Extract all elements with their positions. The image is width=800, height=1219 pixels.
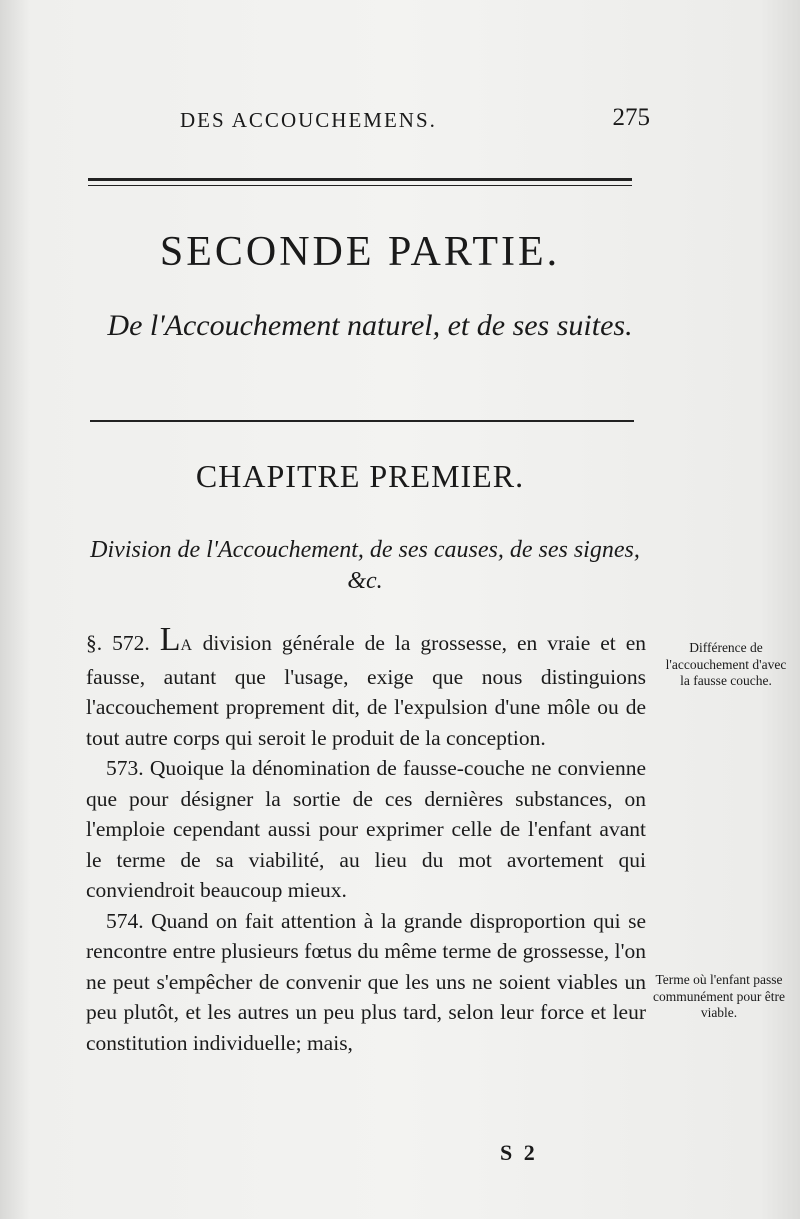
double-rule (88, 178, 632, 186)
margin-note: Terme où l'enfant passe communément pour être viable. (653, 972, 785, 1020)
part-title: SECONDE PARTIE. (159, 229, 561, 275)
running-head-title: DES ACCOUCHEMENS. (180, 108, 437, 132)
drop-cap: L (159, 621, 181, 658)
chapter-title: CHAPITRE PREMIER. (195, 458, 525, 494)
small-caps: A (180, 637, 193, 654)
body-text (86, 621, 647, 1058)
signature-mark: S 2 (500, 1140, 538, 1165)
part-subtitle: De l'Accouchement naturel, et de ses suites. (107, 309, 633, 342)
paragraph-number: §. 572. (86, 631, 150, 655)
paragraph-number: 573. (106, 756, 144, 780)
paragraph-text: Quand on fait attention à la grande disproportion qui se rencontre entre plusieurs fœtus du même terme de grossesse, l'on ne peut s'empêcher de convenir que les uns ne soient viables un peu plutôt, et les autres un peu plus tard, selon leur force et leur constitution individuelle; mais, (86, 908, 646, 1055)
paragraph-572 (86, 621, 647, 753)
chapter-subtitle: Division de l'Accouchement, de ses causes, de ses signes, &c. (90, 537, 640, 594)
paragraph-573 (86, 753, 646, 906)
paragraph-574 (86, 906, 646, 1059)
paragraph-number: 574. (106, 908, 144, 933)
paragraph-text: Quoique la dénomination de fausse-couche ne convienne que pour désigner la sortie de ces dernières substances, on l'emploie cependant aussi pour exprimer celle de l'enfant avant le terme de sa viabilité, au lieu du mot avortement qui conviendroit beaucoup mieux. (86, 756, 646, 902)
section-rule (90, 420, 634, 422)
running-head (180, 104, 650, 133)
paragraph-text: division générale de la grossesse, en vraie et en fausse, autant que l'usage, exige que nous distinguions l'accouchement proprement dit, de l'expulsion d'une môle ou de tout autre corps qui seroit le produit de la conception. (86, 631, 647, 750)
page-number: 275 (612, 104, 650, 131)
bleed-through-text (95, 140, 655, 170)
margin-note: Différence de l'accouchement d'avec la fausse couche. (665, 640, 787, 688)
